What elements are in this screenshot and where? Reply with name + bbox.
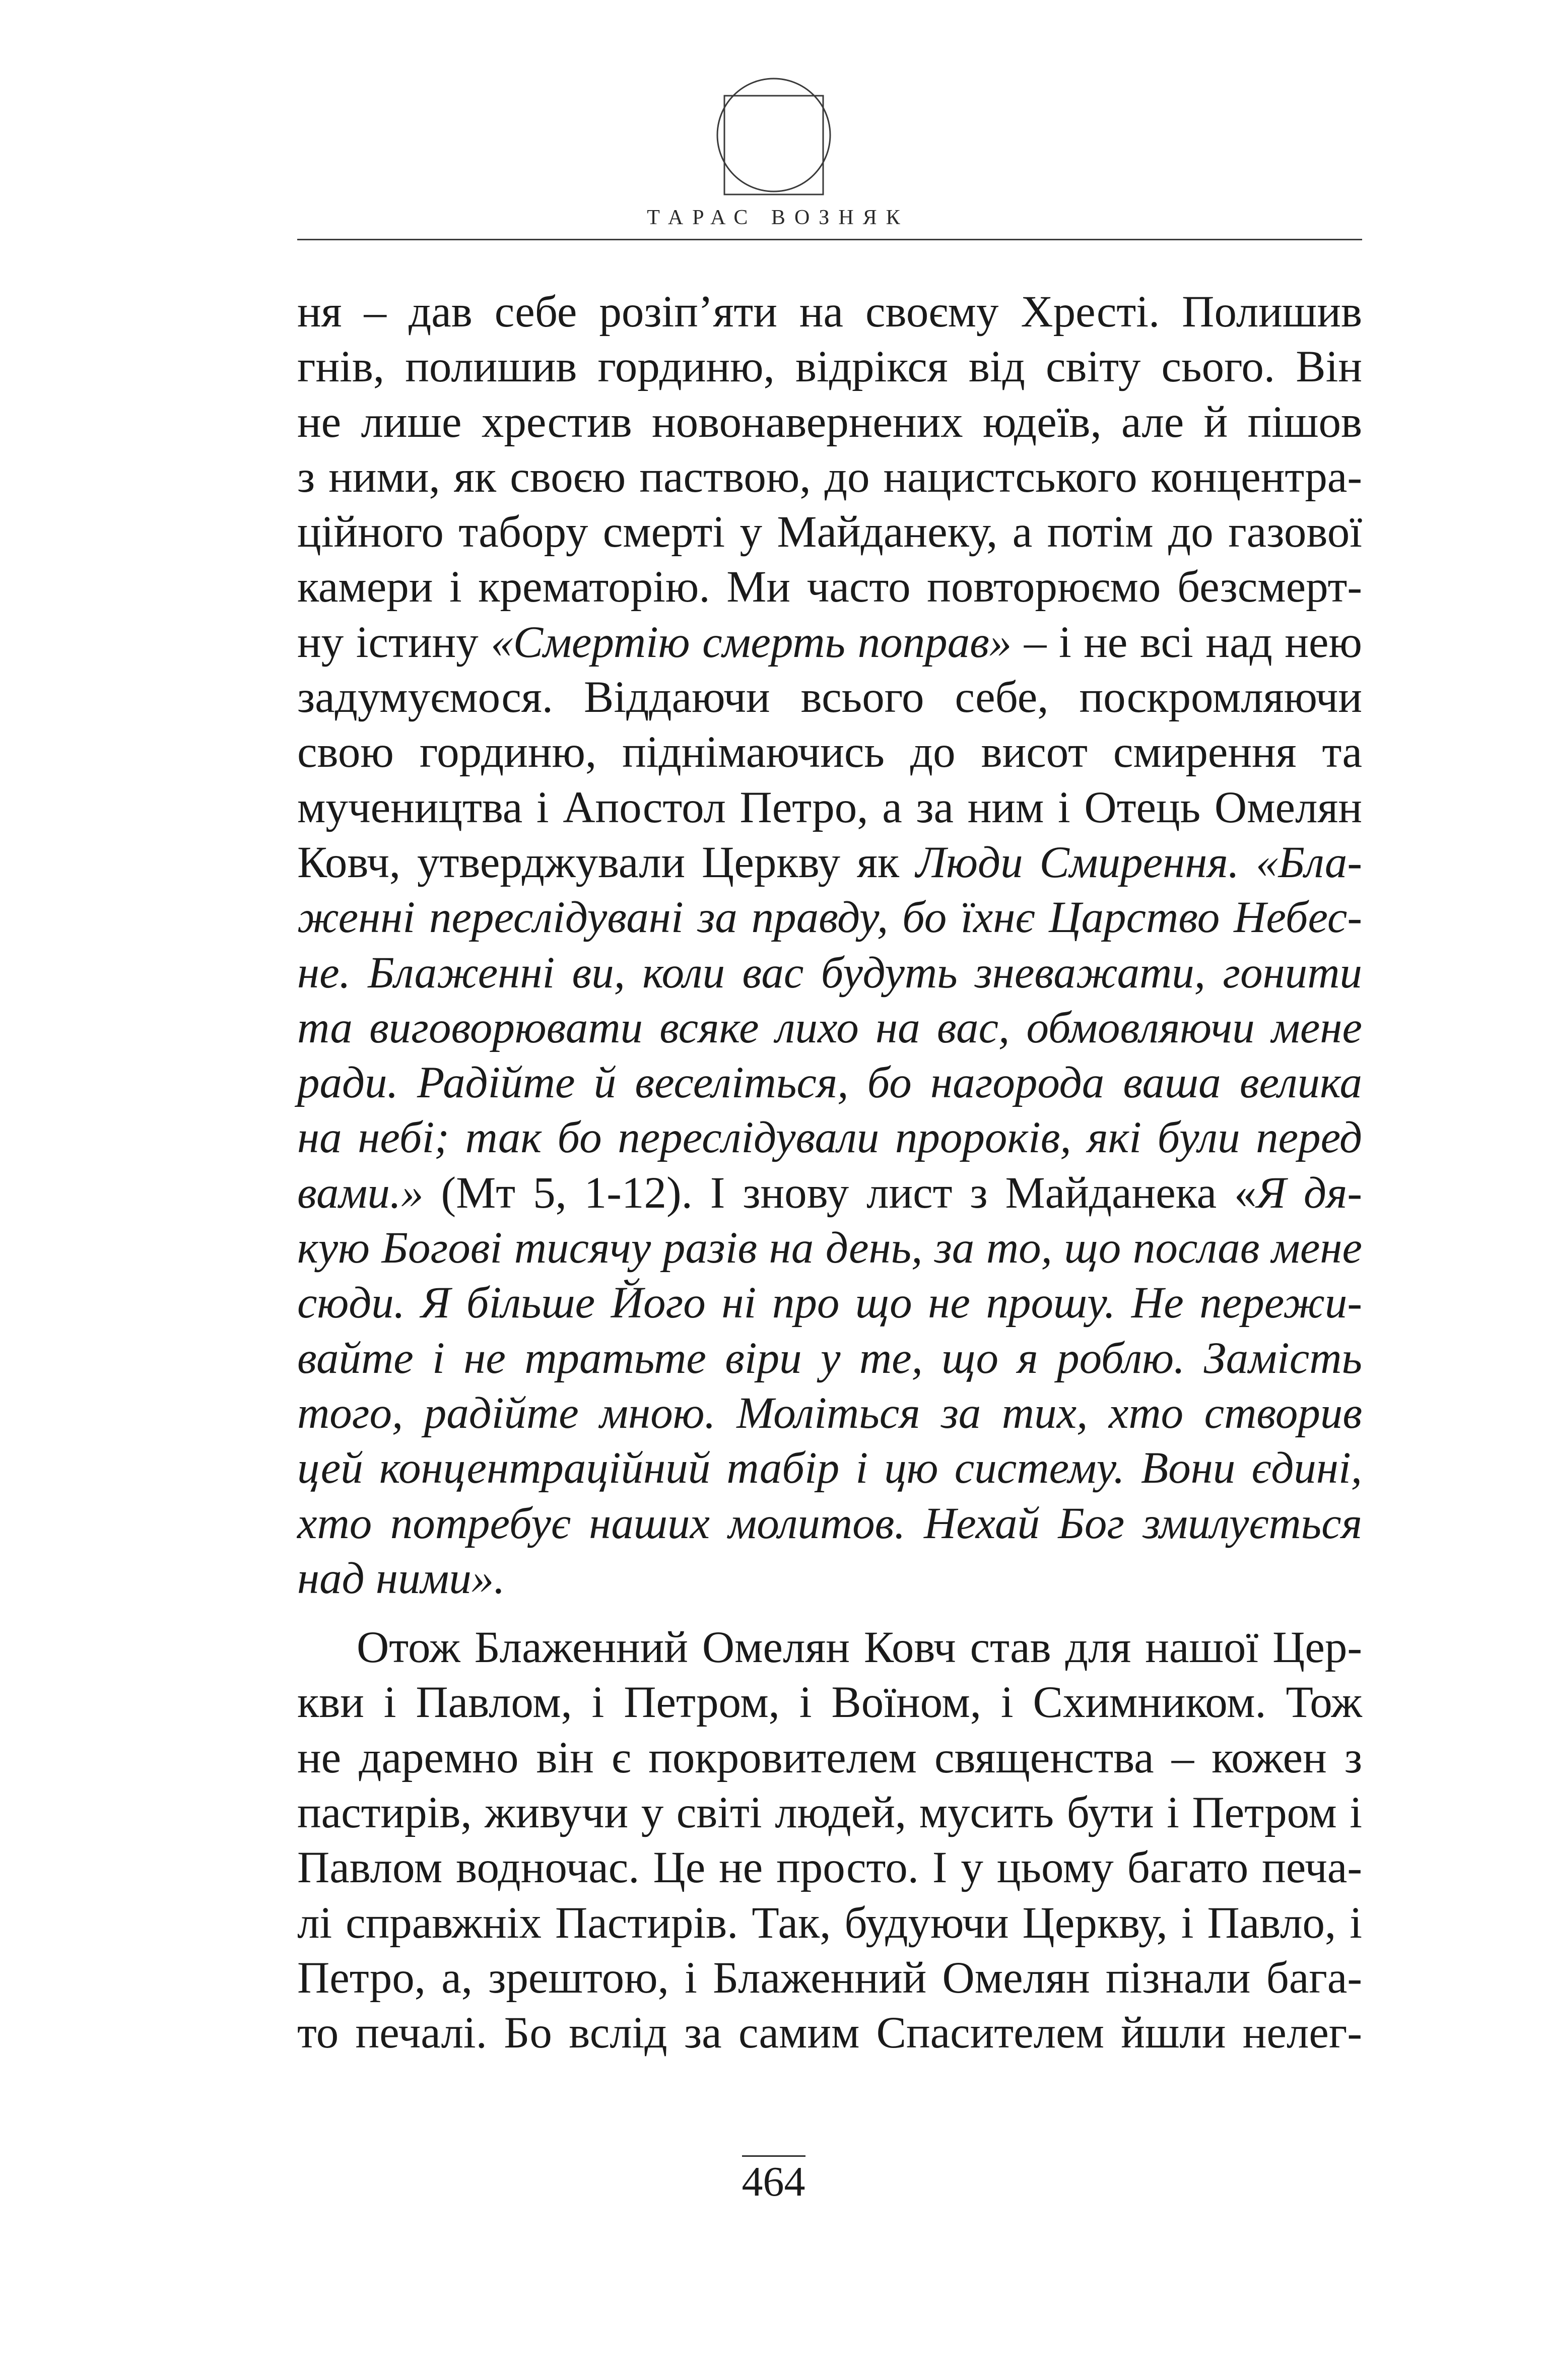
quote-italic: над ними». [297, 1553, 505, 1603]
running-head: ТАРАС ВОЗНЯК [647, 206, 909, 229]
text-line: ну істину «Смертію смерть поправ» – і не всі над нею [297, 617, 1363, 667]
text-line [297, 1276, 1362, 1331]
quote-italic: та виговорювати всяке лихо на вас, обмовляючи мене [297, 1003, 1362, 1052]
text-line: пастирів, живучи у світі людей, мусить бути і Петром і [297, 1788, 1362, 1838]
page-number: 464 [0, 2155, 1547, 2206]
quote-italic: на небі; так бо переслідували пророків, які були перед [297, 1113, 1362, 1163]
text-line: Павлом водночас. Це не просто. І у цьому багато печа- [297, 1843, 1362, 1893]
text-line [297, 1441, 1362, 1496]
quote-italic: женні переслідувані за правду, бо їхнє Царство Небес- [297, 893, 1362, 943]
text-line [297, 1551, 1362, 1606]
text-line: з ними, як своєю паствою, до нацистського концентра- [297, 452, 1362, 502]
paragraph-gap [297, 1606, 1362, 1620]
text-line: не даремно він є покровителем священства – кожен з [297, 1733, 1362, 1782]
quote-italic: того, радійте мною. Моліться за тих, хто створив [297, 1388, 1362, 1438]
quote-italic: вайте і не тратьте віри у те, що я роблю. Замість [297, 1333, 1362, 1383]
text-line: Петро, а, зрештою, і Блаженний Омелян пізнали бага- [297, 1953, 1362, 2003]
text-line [297, 1110, 1362, 1165]
quote-italic: хто потребує наших молитов. Нехай Бог змилується [297, 1498, 1362, 1548]
quote-italic: Я дя- [1256, 1168, 1362, 1218]
quote-italic: не. Блаженні ви, коли вас будуть зневажати, гонити [297, 948, 1362, 998]
text-line [297, 1221, 1362, 1276]
quote-italic: ради. Радійте й веселіться, бо нагорода ваша велика [297, 1058, 1362, 1108]
text-line [297, 1496, 1362, 1551]
body-text [297, 285, 1362, 2061]
text-line: задумуємося. Віддаючи всього себе, поскромляючи [297, 673, 1362, 722]
text-line: кви і Павлом, і Петром, і Воїном, і Схимником. Тож [297, 1678, 1362, 1728]
text-line [297, 1055, 1362, 1110]
circle-square-emblem-icon [713, 75, 834, 195]
text-line: то печалі. Бо вслід за самим Спасителем йшли нелег- [297, 2008, 1362, 2058]
quote-italic: сюди. Я більше Його ні про що не прошу. Не пережи- [297, 1278, 1362, 1328]
text-line [297, 1001, 1362, 1055]
text-line: Ковч, утверджували Церкву як Люди Смирення. «Бла- [297, 837, 1362, 887]
text-line: свою гординю, піднімаючись до висот смирення та [297, 728, 1362, 777]
text-line: ня – дав себе розіп’яти на своєму Хресті. Полишив [297, 287, 1362, 337]
quote-italic: «Смертію смерть поправ» [491, 617, 1012, 667]
text-line: ційного табору смерті у Майданеку, а потім до газової [297, 507, 1362, 557]
text-line: гнів, полишив гординю, відрікся від світу сього. Він [297, 342, 1362, 392]
text-line [297, 890, 1362, 945]
header-rule [297, 239, 1362, 240]
text-line: Отож Блаженний Омелян Ковч став для нашої Цер- [357, 1623, 1362, 1673]
text-line: лі справжніх Пастирів. Так, будуючи Церкву, і Павло, і [297, 1898, 1362, 1948]
quote-italic: Люди Смирення. «Бла- [916, 837, 1362, 887]
quote-italic: кую Богові тисячу разів на день, за то, що послав мене [297, 1223, 1362, 1273]
text-line [297, 1331, 1362, 1386]
text-line: камери і крематорію. Ми часто повторюємо безсмерт- [297, 562, 1362, 612]
text-line: мучеництва і Апостол Петро, а за ним і Отець Омелян [297, 782, 1362, 832]
quote-italic: цей концентраційний табір і цю систему. Вони єдині, [297, 1443, 1362, 1493]
quote-italic: вами.» [297, 1168, 424, 1218]
text-line [297, 946, 1362, 1001]
text-line [297, 1386, 1362, 1441]
text-line: вами.» (Мт 5, 1-12). І знову лист з Майданека «Я дя- [297, 1168, 1362, 1218]
text-line: не лише хрестив новонавернених юдеїв, але й пішов [297, 397, 1362, 447]
